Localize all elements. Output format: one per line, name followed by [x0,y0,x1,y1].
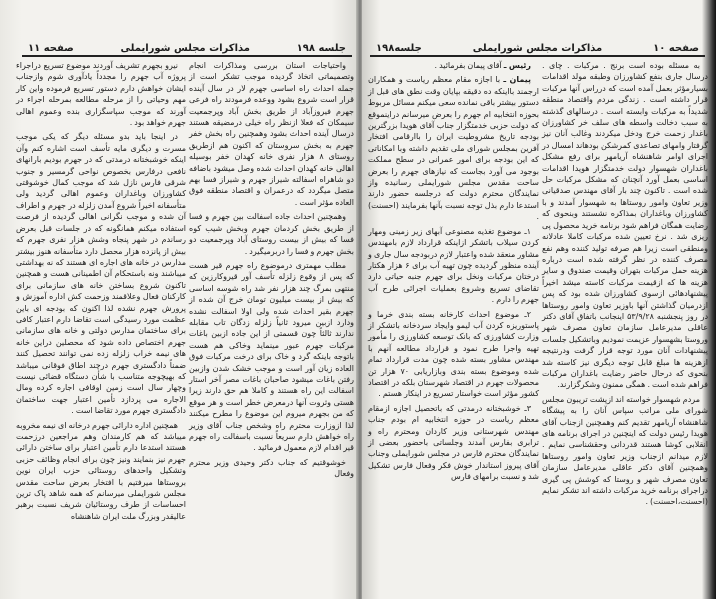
paragraph: ۱ـ موضوع تغذیه مصنوعی آبهای زیر زمینی ومهار کردن سیلاب باتشکر ازاینکه قرارداد لازم بامهندس مشاور منعقد شده واعتبار لازم دربودجه سال جاری و آینده منظور گردیده چون تهیه آب برای ۶ هزار هکتار درختان مرکبات ونخل برای جهرم جنبه حیاتی دارد تقاضای تسریع وشروع بعملیات اجرائی طرح آب جهرم را دارم . [368,226,540,305]
paragraph: همچنین اداره دارائی جهرم درخانه ای نیمه مخروبه میباشد که هم کارمندان وهم مراجعین درزحمت هستند استدعا دارم تأمین اعتبار برای ساختن دارائی جهرم نیز بنمایند ونیز چون برای انجام وظائف حزبی وتشکیل واحدهای روستائی حزب ایران نوین بروستاها میرفتیم با افتخار بعرض ساحت مقدس مجلس شورایملی میرسانم که همه شاهد پاک ترین احساسات از طرف روستائیان شریف نسبت برهبر عالیقدر وبزرگ ملت ایران شاهنشاه [16,420,186,521]
paragraph: مردم شهسوار خواسته اند ازپشت تریبون مجلس شورای ملی مراتب سپاس آنان را به پیشگاه شاهنشاه آریامهر تقدیم کنم وهمچنین ازجناب آقای هویدا رئیس دولت که اینچنین در اجرای برنامه های انقلابی کوشا هستند قدردانی وحقشناسی نمایم . لازم میدانم ازجناب وزیر تعاون وامور روستاها وهمچنین آقای دکتر عاقلی مدیرعامل سازمان تعاون مصرف شهر و روستا که کوشش پی گیری دراجرای برنامه خرید مرکبات داشته اند تشکر نمایم (احسنت،احسنت) . [542,394,708,507]
paragraph: واحتیاجات استان بررسی ومذاکرات انجام وتصمیماتی اتخاذ گردیده موجب تشکر است از جمله احداث راه اساسی جهرم لار در سال آینده قرار است شروع بشود ووعده فرمودند راه فرعی جهرم فیروزآباد از طریق بخش آباد وپرجمعیت سیمکان که فعلا ازنظر راه خیلی درمضیقه هستند درسال آینده احداث بشود وهمچنین راه بخش خفر جهرم به بخش سروستان که اکنون هم ازطریق روستای ۸ هزار نفری خانه کهدان خفر بوسیله اهالی خانه کهدان احداث شده وصل میشود باضافه دو شاهراه اسفالته شیراز جهرم و شیراز فسا بهم متصل میگردد که درعمران و اقتصاد منطقه فوق العاده مؤثر است . [189,61,355,207]
speech-text: آقای پیمان بفرمائید . [434,61,502,70]
text-column-left [368,60,539,486]
page-header [370,38,705,57]
text-column-left [16,60,186,525]
paragraph: ۳ـ خوشبختانه درمدتی که باتحصیل اجازه ازمقام معظم ریاست در حوزه انتخابیه ام بودم جناب مهندس شهرستانی وزیر کاردان ومحترم راه و ترابری بفارس آمدند وجلساتی باحضور بعضی از نمایندگان محترم فارس در مجلس شورایملی وجناب آقای پیروز استاندار خوش فکر وفعال فارس تشکیل شد و نسبت برامهای فارس [368,403,539,482]
paragraph: وهمچنین احداث جاده اسفالت بین جهرم و فسا از طریق بخش کردمان جهرم وبخش شیب کوه فسا که بیش از بیست روستای آباد وپرجمعیت دو بخش جهرم و فسا را دربرمیگیرد . [189,212,354,256]
page-number: صفحه ۱۱ [28,43,74,54]
speaker-name: رئیس ـ [503,61,531,70]
paragraph: ۲ـ موضوع احداث کارخانه بسته بندی خرما و پاستوریزه کردن آب لیمو وایجاد سردخانه باتشکر از وزارت کشاورزی که بانک توسعه کشاورزی را مأمور تهیه واجرا طرح نمود و قرارداد مطالعه آنهم با مهندس مشاور بسته شده چون مدت قرارداد تمام شده وموضوع بسته بندی وبازاریابی ۷۰ هزار تن محصولات جهرم در اقتصاد شهرستان بلکه در اقتصاد کشور مؤثر است خواستار تسریع در اینکار هستم . [368,309,540,399]
page-header [22,38,352,57]
session-number: جلسه ۱۹۸ [296,43,346,54]
text-column-right [189,60,354,483]
publication-title: مذاکرات مجلس شورایملی [472,43,603,54]
speech-text: با اجازه مقام معظم ریاست و همکاران ارجمند بااینکه ده دقیقه بپایان وقت نطق های قبل از دستور بیشتر باقی نمانده سعی میکنم مسائل مربوط بحوزه انتخابیه ام جهرم را بعرض میرسانم دراینموقع که دولت حزبی خدمتگزار جناب آقای هویدا بزرگترین بودجه تاریخ مشروطیت ایران را باارقامی افتخار آفرین بمجلس شورای ملی تقدیم داشته وبا امکاناتی که این بودجه برای امور عمرانی در سطح مملکت بوجود می آورد بجاست که نیازهای جهرم را بعرض ساحت مقدس مجلس شورایملی رسانیده واز نمایندگان محترم دولت که درجلسه حضور دارند استدعا دارم بذل توجه نسبت بآنها بفرمایند (احسنت) . [368,75,539,222]
paragraph: در اینجا باید بدو مسئله دیگر که یکی موجب مسرت و دیگری مایه تأسف است اشاره کنم وآن اینکه خوشبختانه درمدتی که در جهرم بودیم بارانهای نافعی درفارس بخصوص نواحی گرمسیر و جنوب شرقی فارس نازل شد که موجب کمال خوشوقتی کشاورزان وباغداران وعموم اهالی گردید ولی متأسفانه اخیراً شروع آمدن زلزله در جهرم و اطراف آن شده و موجب نگرانی اهالی گردیده از فرصت استفاده میکنم همانگونه که در جلسات قبل بعرض رساندم در شهر پنجاه وشش هزار نفری جهرم که بیش از پانزده هزار محصل دارد متأسفانه هنوز بیشتر مدارس در خانه های اجاره ای هستند که نه بهداشتی میباشند ونه باستحکام آن اطمینانی هست و همچنین تاکنون شروع بساختن خانه های سازمانی برای کارکنان فعال وعلاقمند وزحمت کش اداره آموزش و پرورش جهرم نشده لذا اکنون که بودجه ای باین عظمت مورد رسیدگی است تقاضا دارم اعتبار کافی برای ساختمان مدارس دولتی و خانه های سازمانی جهرم اختصاص داده شود که محصلین دراین خانه های نیمه خراب زلزله زده نمی توانند تحصیل کنند ضمناً دادگستری جهرم درچند اطاق فوقانی میباشد که بهیچوجه متناسب با شأن دستگاه قضائی نیست وچهار سال است زمین اوقافی اجاره کرده ومال الاجاره می پردازد تأمین اعتبار جهت ساختمان دادگستری جهرم مورد تقاضا است . [16,132,186,416]
speech-paragraph [368,60,539,71]
publication-title: مذاکرات مجلس شورایملی [120,43,250,54]
right-page [362,0,716,599]
paragraph: مطلب مهمتری درموضوع راه جهرم قیر هست که پس از وقوع زلزله تأسف آور قیروکارزین که منتهی بمرگ چند هزار نفر شد راه شوسه اساسی که بیش از بیست میلیون تومان خرج آن شده از جهرم بقیر احداث شده ولی اولا اسفالت نشده ودارد ازبین میرود ثانیاً زلزله زدگان تاب مقابله ندارند ثالثاً چون قسمتی از این جاده ازبین باغات مرکبات جهرم عبور مینماید وخاکی هم هست باتوجه باینکه گرد و خاک برای درخت مرکبات فوق العاده زیان آور است و موجب خشک شدن وازبین رفتن باغات میشود صاحبان باغات مصر آخر استار اسفالت این راه هستند و کاملا هم حق دارند زیرا هستی وثروت آنها درمعرض خطر است و هر موقع که من بجهرم میروم این موضوع را مطرح میکنند لذا ازوزارت محترم راه وشخص جناب آقای وزیر راه خواهش دارم سریعاً نسبت باسفالت راه جهرم قیر اقدام لازم معمول فرمائید . [189,260,354,453]
text-column-right [542,60,708,511]
paragraph: به مسئله بوده است برنج . مرکبات . چای . درسال جاری بنفع کشاورزان وطبقه مولد اقدامات بسیارمؤثر بعمل آمده است که درراس آنها مرکبات قرار داشته است . زندگی مردم واقتصاد منطقه شدیداً به مرکبات وابسته است . درسالهای گذشته به سبب دخالت واسطه های سلف خر کشاورزان باغدار زحمت خرج ودخل میکردند وغالب آنان نیز گرفتار وامهای تصاعدی کمرشکن بودهاند امسال در اجرای اوامر شاهنشاه آریامهر برای رفع مشکل باغداران شهسوار دولت خدمتگزار هویدا اقدامات اساسی بعمل آورد آنچنان که مشکل مرکبات حل شده است . تاکنون چند بار آقای مهندس صدقیانی وزیر تعاون وامور روستاها به شهسوار آمدند و با کشاورزان وباغداران بمذاکره نشستند وبنحوی که رضایت همگان فراهم شود برنامه خرید محصول پی ریزی شد . نرخ تعیین شده مرکبات کاملا عادلانه ومنطقی است زیرا هم صرفه تولید کننده وهم نفع مصرف کننده در نظر گرفته شده است درباره هزینه حمل مرکبات بتهران وقیمت صندوق و سایر هزینه ها که ازقیمت مرکبات کاسته میشد اخیراً پیشنهادهائی ازسوی کشاورزان شده بود که پس ازدرمیان گذاشتن آنها باوزیر تعاون وامور روستاها در روز پنجشنبه ۵۳/۹/۲۸ اینجانب باتفاق آقای دکتر عاقلی مدیرعامل سازمان تعاون مصرف شهر وروستا بشهسوار عزیمت نمودیم وباتشکیل جلسات پیشنهادات آنان مورد توجه قرار گرفت ودرنتیجه ازهزینه ها مبلغ قابل توجه دیگری نیز کاسته شد بنحوی که درحال حاضر رضایت باغداران مرکبات فراهم شده است . همگی ممنون وشکرگزارند. [542,61,708,390]
paragraph: خوشوقتیم که جناب دکتر وحیدی وزیر محترم وفعال [189,457,354,479]
paragraph: نیرو بجهرم تشریف آوردند موضوع تسریع دراجراء پروژه آب جهرم را مجدداً یادآوری شوم وازجناب ایشان خواهش دارم دستور تسریع فرموده واین کار مهم وحیاتی را از مرحله مطالعه بمرحله اجراء در آورند که موجب سپاسگزاری بنده وعموم اهالی جهرم خواهد بود . [16,61,186,128]
speaker-name: پیمان ـ [503,75,532,85]
page-number: صفحه ۱۰ [653,43,699,54]
speech-paragraph [368,74,539,222]
session-number: جلسه۱۹۸ [376,43,422,54]
